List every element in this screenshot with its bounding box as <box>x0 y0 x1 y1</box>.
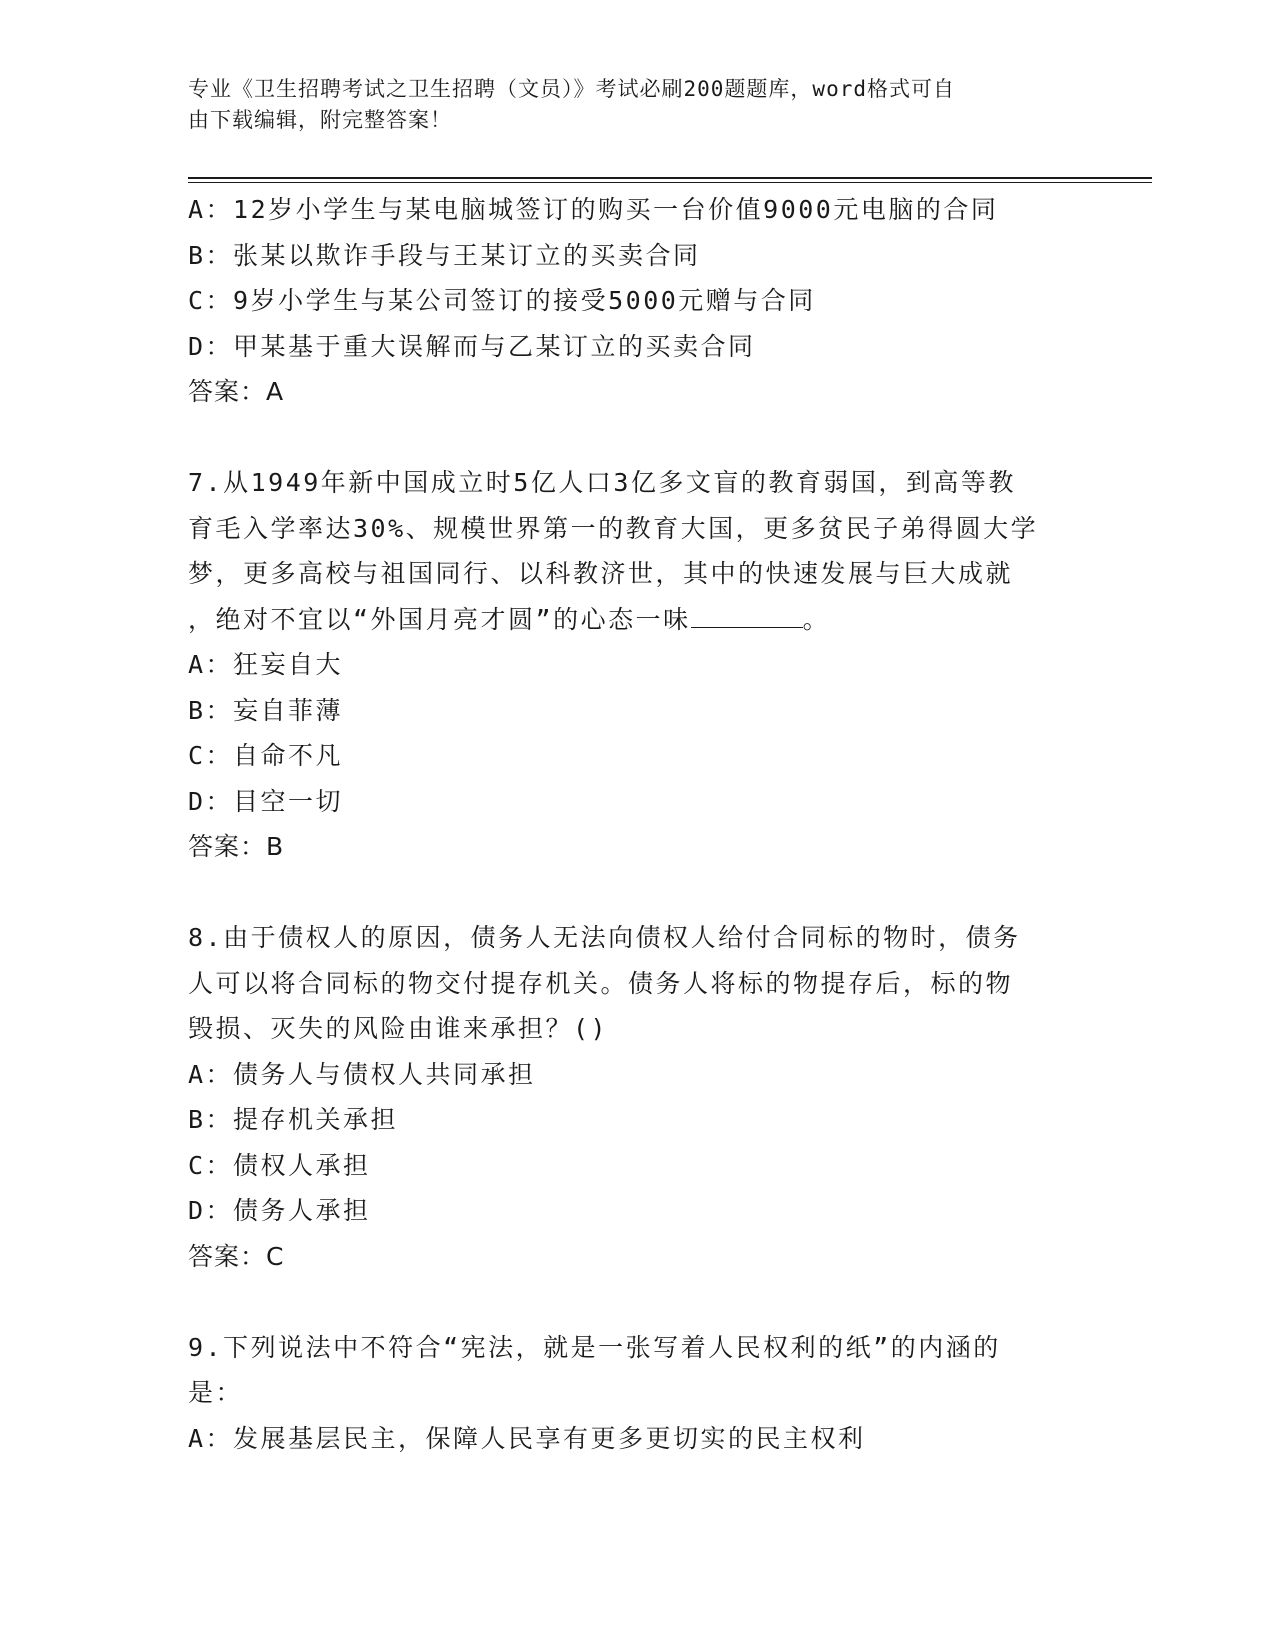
question-stem-line: 梦，更多高校与祖国同行、以科教济世，其中的快速发展与巨大成就 <box>188 559 1014 588</box>
option-a: A：发展基层民主，保障人民享有更多更切实的民主权利 <box>188 1423 866 1453</box>
option-d: D：目空一切 <box>188 786 344 816</box>
answer-label: 答案：A <box>188 377 285 406</box>
question-9 <box>188 1325 1088 1462</box>
option-a: A：债务人与债权人共同承担 <box>188 1059 536 1089</box>
header-divider-thin <box>188 182 1152 183</box>
question-8 <box>188 915 1088 1279</box>
question-stem-line: 7.从1949年新中国成立时5亿人口3亿多文盲的教育弱国，到高等教 <box>188 468 1016 497</box>
option-c: C：自命不凡 <box>188 741 344 770</box>
option-a: A：狂妄自大 <box>188 650 344 679</box>
question-stem-line: 人可以将合同标的物交付提存机关。债务人将标的物提存后，标的物 <box>188 968 1014 998</box>
option-a: A：12岁小学生与某电脑城签订的购买一台价值9000元电脑的合同 <box>188 195 999 224</box>
document-header <box>188 74 1068 136</box>
option-c: C：债权人承担 <box>188 1150 371 1180</box>
answer-label: 答案：C <box>188 1241 285 1271</box>
stem-end: 。 <box>802 604 831 634</box>
question-stem-line: 8.由于债权人的原因，债务人无法向债权人给付合同标的物时，债务 <box>188 923 1021 952</box>
question-stem-line: 毁损、灭失的风险由谁来承担？() <box>188 1014 609 1043</box>
stem-text: ，绝对不宜以“外国月亮才圆”的心态一味 <box>188 604 691 634</box>
question-stem-line: 育毛入学率达30%、规模世界第一的教育大国，更多贫民子弟得圆大学 <box>188 513 1039 543</box>
answer-label: 答案：B <box>188 832 285 861</box>
option-c: C：9岁小学生与某公司签订的接受5000元赠与合同 <box>188 286 816 315</box>
option-b: B：张某以欺诈手段与王某订立的买卖合同 <box>188 240 701 270</box>
option-b: B：提存机关承担 <box>188 1105 399 1134</box>
header-line: 由下载编辑，附完整答案！ <box>188 108 452 132</box>
question-stem-line: 是： <box>188 1378 244 1407</box>
option-b: B：妄自菲薄 <box>188 695 344 725</box>
question-stem-line <box>188 597 1088 643</box>
question-6 <box>188 187 1088 415</box>
spacer <box>188 1279 1088 1325</box>
option-d: D：债务人承担 <box>188 1196 371 1225</box>
header-line: 专业《卫生招聘考试之卫生招聘（文员）》考试必刷200题题库，word格式可自 <box>188 77 955 101</box>
question-content <box>188 187 1088 1461</box>
fill-blank <box>691 609 803 628</box>
spacer <box>188 870 1088 916</box>
question-7 <box>188 460 1088 870</box>
spacer <box>188 415 1088 461</box>
option-d: D：甲某基于重大误解而与乙某订立的买卖合同 <box>188 331 756 361</box>
question-stem-line: 9.下列说法中不符合“宪法，就是一张写着人民权利的纸”的内涵的 <box>188 1332 1001 1362</box>
header-divider <box>188 177 1152 179</box>
